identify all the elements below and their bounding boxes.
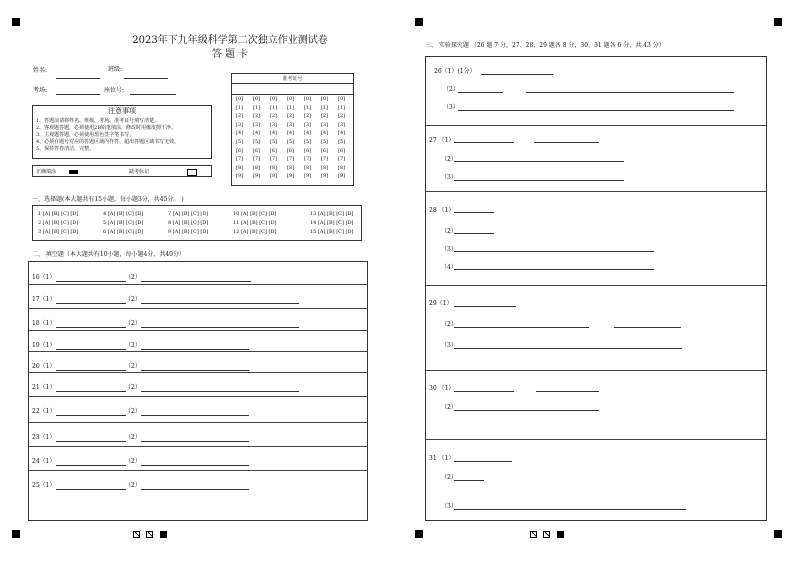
fill-answer-1[interactable] [56,391,126,392]
exam-id-digit-bubble[interactable]: [3] [236,121,244,128]
q31-3-label: （3） [441,503,457,510]
exam-id-digit-bubble[interactable]: [9] [236,173,244,180]
exam-id-digit-bubble[interactable]: [2] [236,113,244,120]
exam-id-digit-bubble[interactable]: [6] [270,147,278,154]
fill-row-number: 21（1） [32,384,56,391]
q26-1-label: 26（1）(1分） [434,68,476,75]
fill-answer-2[interactable] [141,349,249,350]
fill-row-number: 25（1） [32,482,56,489]
exam-id-digit-bubble[interactable]: [8] [253,164,261,171]
exam-id-digit-bubble[interactable]: [0] [287,96,295,102]
exam-id-digit-bubble[interactable]: [7] [270,156,278,163]
exam-id-digit-bubble[interactable]: [9] [338,173,346,180]
q28-2-label: （2） [441,228,457,235]
q30-1-answer-b[interactable] [536,391,599,392]
exam-id-digit-bubble[interactable]: [1] [270,104,278,111]
alignment-mark [774,18,782,26]
exam-room-label: 考场: [33,87,48,94]
fill-answer-2[interactable] [141,303,299,304]
choice-question-9[interactable]: 9 [A] [B] [C] [D] [168,229,209,235]
exam-id-digit-bubble[interactable]: [0] [304,96,312,102]
choice-question-11[interactable]: 11 [A] [B] [C] [D] [233,220,277,226]
exam-id-digit-bubble[interactable]: [9] [321,173,329,180]
page-title: 2023年下九年级科学第二次独立作业测试卷 [132,35,328,46]
exam-id-digit-bubble[interactable]: [6] [253,147,261,154]
exam-id-digit-bubble[interactable]: [8] [338,164,346,171]
q31-2-answer[interactable] [454,480,484,481]
exam-id-digit-bubble[interactable]: [5] [236,139,244,145]
exam-id-digit-bubble[interactable]: [2] [338,113,346,120]
seat-field[interactable] [130,94,176,95]
correct-fill-label: 正确填涂 [36,169,57,175]
exam-id-digit-bubble[interactable]: [9] [253,173,261,180]
exam-id-digit-bubble[interactable]: [0] [270,96,278,102]
page-code-box [543,531,550,538]
q26-2-answer-b[interactable] [526,92,734,93]
alignment-mark [12,18,20,26]
q30-2-label: （2） [441,404,457,411]
fill-answer-2[interactable] [141,391,299,392]
exam-id-digit-bubble[interactable]: [9] [304,173,312,180]
page-subtitle: 答 题 卡 [211,49,249,60]
exam-id-digit-bubble[interactable]: [3] [253,121,261,128]
q29-2-label: （2） [441,321,457,328]
q29-2-answer-a[interactable] [454,327,589,328]
exam-id-digit-bubble[interactable]: [3] [304,121,312,128]
exam-id-digit-bubble[interactable]: [7] [253,156,261,163]
fill-answer-1[interactable] [56,281,126,282]
exam-id-digit-bubble[interactable]: [6] [287,147,295,154]
exam-id-digit-bubble[interactable]: [0] [321,96,329,102]
exam-id-digit-bubble[interactable]: [0] [338,96,346,102]
choice-question-1[interactable]: 1 [A] [B] [C] [D] [38,211,79,217]
exam-id-digit-bubble[interactable]: [6] [236,147,244,154]
q28-1-label: 28 （1） [429,207,455,214]
exam-id-digit-bubble[interactable]: [1] [287,104,295,111]
section2-heading: 二、 填空题（本大题共有10小题，每小题4分，共40分） [32,251,185,258]
notice-item: 5、保持答卷清洁、完整。 [36,146,95,152]
exam-id-digit-bubble[interactable]: [8] [304,164,312,171]
exam-id-digit-bubble[interactable]: [1] [253,104,261,111]
exam-id-digit-bubble[interactable]: [5] [304,139,312,145]
alignment-mark [12,530,20,538]
fill-example-box [32,165,212,177]
fill-blank-box [28,261,368,521]
page-code-box [160,531,167,538]
alignment-mark [415,530,423,538]
q27-1-answer-b[interactable] [534,142,599,143]
q28-4-label: （4） [441,264,457,271]
fill-row-number: 19（1） [32,342,56,349]
notice-item: 3、主观题答题，必须使用黑色签字笔书写。 [36,132,135,138]
q26-1-answer[interactable] [481,74,553,75]
q31-1-label: 31 （1） [429,455,455,462]
exam-id-digit-bubble[interactable]: [8] [270,164,278,171]
exam-id-digit-bubble[interactable]: [8] [321,164,329,171]
fill-row-part2-label: （2） [125,342,141,349]
exam-id-digit-bubble[interactable]: [5] [253,139,261,145]
exam-id-digit-bubble[interactable]: [5] [338,139,346,145]
fill-answer-1[interactable] [56,489,126,490]
q28-1-answer[interactable] [454,212,494,213]
q29-1-answer[interactable] [454,306,516,307]
exam-id-digit-bubble[interactable]: [5] [270,139,278,145]
page-code-box [146,531,153,538]
exam-id-digit-bubble[interactable]: [3] [338,121,346,128]
section3-heading: 三、 实验探究题 （26 题 7 分，27、28、29 题各 8 分，30、31 题各 6 分，共 43 分） [425,42,665,49]
fill-answer-1[interactable] [56,327,126,328]
fill-row-part2-label: （2） [125,384,141,391]
choice-question-5[interactable]: 5 [A] [B] [C] [D] [103,220,144,226]
fill-row-part2-label: （2） [125,320,141,327]
q29-2-answer-b[interactable] [614,327,681,328]
section1-heading: 一、选择题(本大题共有15小题，每小题3分，共45分。 ) [32,196,184,203]
q28-4-answer[interactable] [454,269,654,270]
q27-3-label: （3） [441,174,457,181]
exam-id-digit-bubble[interactable]: [9] [270,173,278,180]
choice-question-14[interactable]: 14 [A] [B] [C] [D] [310,220,354,226]
fill-row-number: 24（1） [32,458,56,465]
choice-question-15[interactable]: 15 [A] [B] [C] [D] [310,229,354,235]
notice-heading: 注意事项 [108,107,136,115]
q29-3-answer[interactable] [454,348,682,349]
choice-question-7[interactable]: 7 [A] [B] [C] [D] [168,211,209,217]
alignment-mark [774,530,782,538]
exam-id-digit-bubble[interactable]: [1] [304,104,312,111]
choice-question-6[interactable]: 6 [A] [B] [C] [D] [103,229,144,235]
fill-row-number: 16（1） [32,274,56,281]
fill-row-number: 23（1） [32,434,56,441]
exam-id-digit-bubble[interactable]: [1] [236,104,244,111]
fill-answer-2[interactable] [141,489,249,490]
exam-id-digit-bubble[interactable]: [4] [287,130,295,137]
q27-1-label: 27 （1） [429,137,455,144]
exam-id-digit-bubble[interactable]: [9] [287,173,295,180]
fill-row-number: 18（1） [32,320,56,327]
seat-label: 座位号: [104,87,125,94]
q29-1-label: 29（1） [429,300,453,307]
notice-item: 2、客观题答题，必须使用2B铅笔填涂，修改时用橡皮擦干净。 [36,125,177,131]
exam-id-digit-bubble[interactable]: [7] [321,156,329,163]
exam-id-digit-bubble[interactable]: [4] [236,130,244,137]
exam-id-digit-bubble[interactable]: [7] [287,156,295,163]
exam-id-digit-bubble[interactable]: [4] [270,130,278,137]
fill-row-number: 22（1） [32,408,56,415]
choice-question-8[interactable]: 8 [A] [B] [C] [D] [168,220,209,226]
exam-id-box [231,73,354,186]
exam-id-digit-bubble[interactable]: [7] [338,156,346,163]
exam-id-digit-bubble[interactable]: [2] [321,113,329,120]
fill-row-part2-label: （2） [125,482,141,489]
alignment-mark [415,18,423,26]
exam-id-digit-bubble[interactable]: [0] [253,96,261,102]
q29-3-label: （3） [441,342,457,349]
exam-id-digit-bubble[interactable]: [5] [321,139,329,145]
exam-id-digit-bubble[interactable]: [5] [287,139,295,145]
absent-mark-label: 缺考标记 [129,169,150,175]
fill-answer-1[interactable] [56,370,126,371]
exam-id-heading: 准考证号 [282,76,303,82]
fill-row-part2-label: （2） [125,296,141,303]
fill-answer-1[interactable] [56,415,126,416]
q27-1-answer-a[interactable] [454,142,514,143]
q27-3-answer[interactable] [454,180,624,181]
fill-row-number: 20（1） [32,363,56,370]
page-code-box [557,531,564,538]
q28-2-answer[interactable] [454,233,494,234]
q30-1-label: 30 （1） [429,385,455,392]
fill-row-part2-label: （2） [125,408,141,415]
exam-id-digit-bubble[interactable]: [6] [321,147,329,154]
exam-id-digit-bubble[interactable]: [6] [338,147,346,154]
exam-id-digit-bubble[interactable]: [3] [287,121,295,128]
exam-id-digit-bubble[interactable]: [4] [304,130,312,137]
class-label: 班级: [108,66,123,73]
notice-box [32,105,212,159]
q28-3-label: （3） [441,246,457,253]
fill-row-part2-label: （2） [125,458,141,465]
fill-answer-2[interactable] [141,441,249,442]
choice-box [32,205,362,241]
exam-id-digit-bubble[interactable]: [4] [253,130,261,137]
fill-answer-1[interactable] [56,465,126,466]
fill-row-number: 17（1） [32,296,56,303]
exam-id-digit-bubble[interactable]: [3] [270,121,278,128]
choice-question-3[interactable]: 3 [A] [B] [C] [D] [38,229,79,235]
notice-item: 1、答题前请将姓名、班级、考场、准考证号填写清楚。 [36,118,160,124]
exam-id-digit-bubble[interactable]: [2] [304,113,312,120]
q26-2-answer-a[interactable] [458,92,503,93]
fill-answer-2[interactable] [141,327,299,328]
exam-id-digit-bubble[interactable]: [7] [304,156,312,163]
notice-item: 4、必须在题号对应的答题区域内作答，超出答题区域书写无效。 [36,139,180,145]
q28-3-answer[interactable] [454,251,654,252]
fill-answer-1[interactable] [56,441,126,442]
q31-3-answer[interactable] [454,509,686,510]
exam-id-digit-bubble[interactable]: [2] [253,113,261,120]
q26-3-label: （3） [443,104,459,111]
exam-id-digit-bubble[interactable]: [8] [287,164,295,171]
fill-answer-2[interactable] [141,370,249,371]
fill-row-part2-label: （2） [125,274,141,281]
q30-2-answer[interactable] [454,410,599,411]
absent-mark-checkbox[interactable] [187,169,197,176]
exam-id-digit-bubble[interactable]: [7] [236,156,244,163]
exam-id-digit-bubble[interactable]: [8] [236,164,244,171]
choice-question-10[interactable]: 10 [A] [B] [C] [D] [233,211,277,217]
choice-question-2[interactable]: 2 [A] [B] [C] [D] [38,220,79,226]
exam-id-digit-bubble[interactable]: [1] [338,104,346,111]
exam-id-digit-bubble[interactable]: [2] [270,113,278,120]
choice-question-13[interactable]: 13 [A] [B] [C] [D] [310,211,354,217]
choice-question-12[interactable]: 12 [A] [B] [C] [D] [233,229,277,235]
q31-1-answer[interactable] [454,461,512,462]
fill-answer-2[interactable] [141,465,249,466]
class-field[interactable] [124,78,168,79]
fill-answer-2[interactable] [141,281,251,282]
page-code-box [133,531,140,538]
exam-id-digit-bubble[interactable]: [0] [236,96,244,102]
q27-2-label: （2） [441,156,457,163]
fill-row-part2-label: （2） [125,363,141,370]
exam-id-digit-bubble[interactable]: [6] [304,147,312,154]
q26-2-label: （2） [443,86,459,93]
fill-row-part2-label: （2） [125,434,141,441]
exam-id-bubbles[interactable] [234,96,353,184]
fill-answer-1[interactable] [56,303,126,304]
page-code-box [530,531,537,538]
name-field[interactable] [56,78,100,79]
exam-id-digit-bubble[interactable]: [2] [287,113,295,120]
exam-id-digit-bubble[interactable]: [4] [338,130,346,137]
q30-1-answer-a[interactable] [454,391,514,392]
choice-question-4[interactable]: 4 [A] [B] [C] [D] [103,211,144,217]
q31-2-label: （2） [441,474,457,481]
exam-id-digit-bubble[interactable]: [4] [321,130,329,137]
experiment-box [425,56,767,521]
correct-fill-sample [69,170,78,174]
q26-3-answer[interactable] [458,110,734,111]
name-label: 姓名: [33,67,48,74]
fill-answer-2[interactable] [141,415,249,416]
fill-answer-1[interactable] [56,349,126,350]
exam-id-digit-bubble[interactable]: [1] [321,104,329,111]
exam-room-field[interactable] [56,94,100,95]
exam-id-digit-bubble[interactable]: [3] [321,121,329,128]
q27-2-answer[interactable] [454,161,624,162]
